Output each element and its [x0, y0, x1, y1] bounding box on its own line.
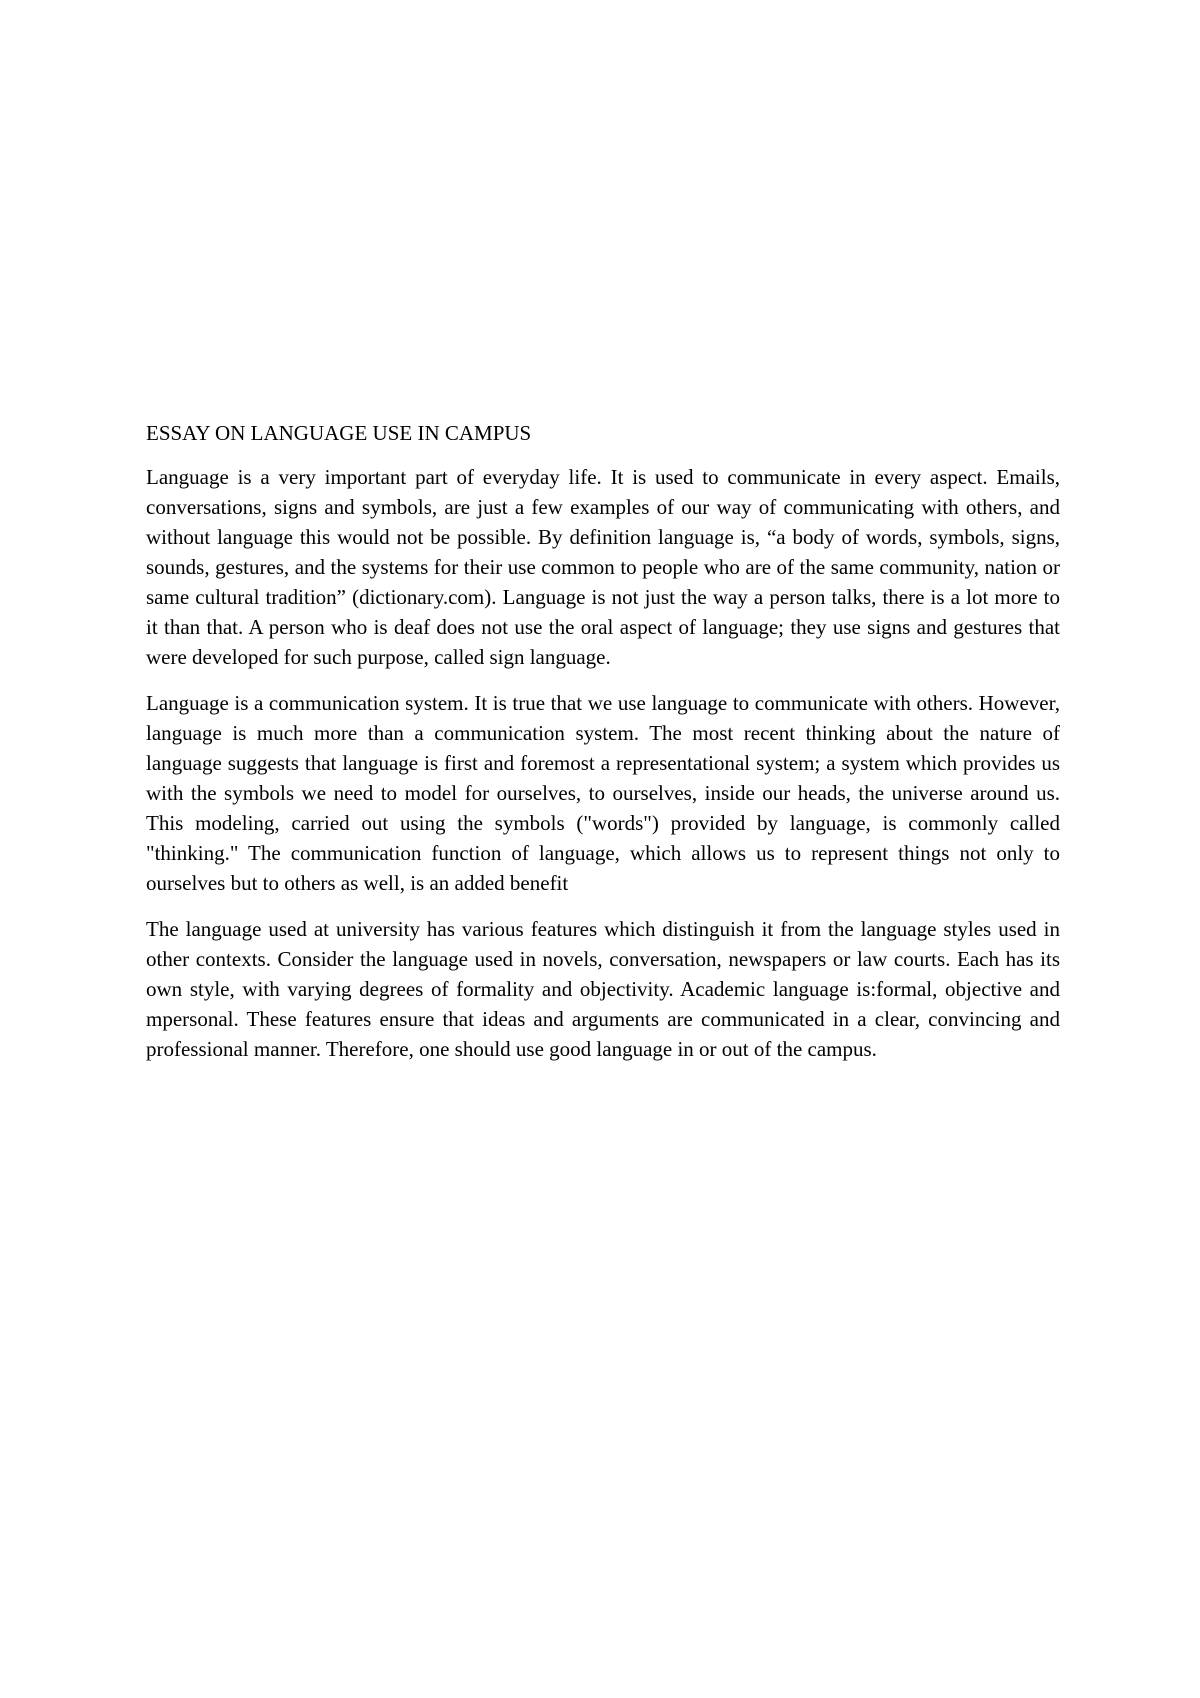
essay-paragraph-2: Language is a communication system. It is true that we use language to communicate with others. However, language is much more than a communication system. The most recent thinking about the nature of language suggests that language is first and foremost a representational system; a system which provides us with the symbols we need to model for ourselves, to ourselves, inside our heads, the universe around us. This modeling, carried out using the symbols ("words") provided by language, is commonly called "thinking." The communication function of language, which allows us to represent things not only to ourselves but to others as well, is an added benefit: [146, 691, 1060, 895]
essay-body: [146, 418, 1060, 1080]
essay-paragraph-3: The language used at university has various features which distinguish it from the language styles used in other contexts. Consider the language used in novels, conversation, newspapers or law courts. Each has its own style, with varying degrees of formality and objectivity. Academic language is:formal, objective and mpersonal. These features ensure that ideas and arguments are communicated in a clear, convincing and professional manner. Therefore, one should use good language in or out of the campus.: [146, 917, 1060, 1061]
essay-title: ESSAY ON LANGUAGE USE IN CAMPUS: [146, 421, 532, 445]
essay-paragraph-1: Language is a very important part of everyday life. It is used to communicate in every aspect. Emails, conversations, signs and symbols, are just a few examples of our way of communicating with others, and without language this would not be possible. By definition language is, “a body of words, symbols, signs, sounds, gestures, and the systems for their use common to people who are of the same community, nation or same cultural tradition” (dictionary.com). Language is not just the way a person talks, there is a lot more to it than that. A person who is deaf does not use the oral aspect of language; they use signs and gestures that were developed for such purpose, called sign language.: [146, 465, 1060, 669]
